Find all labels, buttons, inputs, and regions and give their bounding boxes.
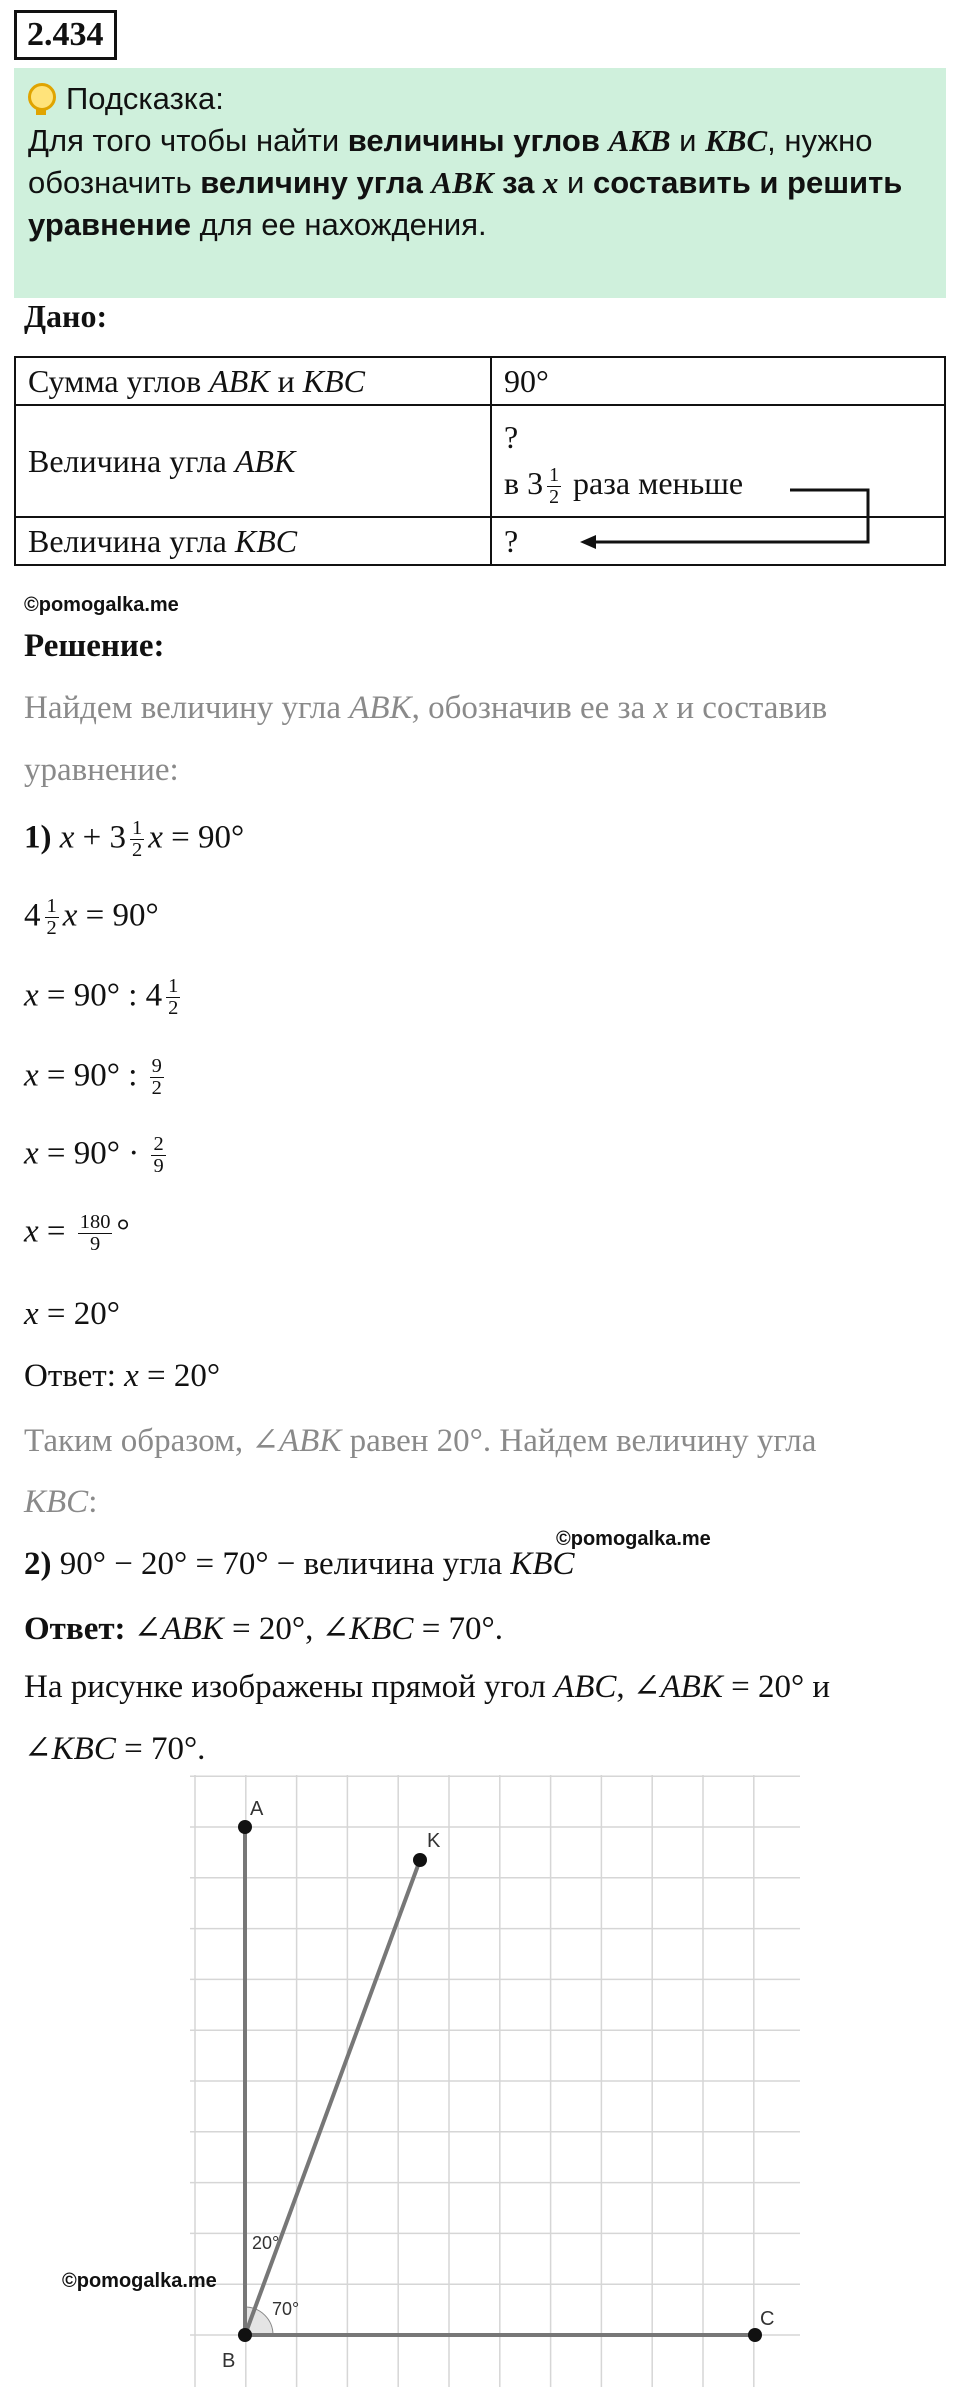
hint-text-part: для ее нахождения.	[191, 207, 487, 242]
cell-math: KBC	[234, 522, 298, 559]
frac-den: 2	[132, 839, 143, 862]
answer-label: Ответ:	[24, 1611, 126, 1647]
point-c	[748, 2328, 762, 2342]
frac-num: 1	[132, 817, 143, 839]
text: = 20°, ∠	[223, 1611, 350, 1647]
step-2	[24, 1546, 575, 1583]
solution-label: Решение:	[24, 628, 165, 664]
label-k: K	[427, 1830, 441, 1852]
text: 90° − 20° = 70° − величина угла	[51, 1546, 511, 1582]
text: , ∠	[616, 1669, 661, 1705]
cell-math: ABK	[234, 442, 296, 479]
math: x	[24, 1135, 39, 1172]
cell-text: и	[269, 362, 303, 399]
fraction	[166, 976, 180, 1020]
cell-question: ?	[504, 419, 519, 455]
text: = 90°	[162, 819, 245, 856]
equation-3	[24, 976, 184, 1020]
hint-bold: за	[493, 165, 543, 200]
hint-math-akb: AKB	[608, 123, 671, 158]
fraction	[130, 818, 144, 862]
hint-text-part: Для того чтобы найти	[28, 123, 348, 158]
angle-label-abk: 20°	[252, 2233, 280, 2253]
frac-num: 1	[549, 464, 560, 487]
frac-num: 180	[79, 1211, 111, 1233]
text: = 90° ·	[38, 1135, 148, 1172]
text: На рисунке изображены прямой угол	[24, 1669, 555, 1705]
hint-header	[28, 78, 932, 120]
math: ABK	[279, 1423, 342, 1459]
math: KBC	[51, 1731, 116, 1767]
angle-label-kbc: 70°	[272, 2299, 300, 2319]
given-cell-value: ?	[491, 517, 945, 565]
grid	[190, 1775, 800, 2387]
equation-7	[24, 1296, 120, 1333]
step-label: 2)	[24, 1546, 52, 1582]
math: x	[124, 1358, 139, 1394]
math: ABC	[554, 1669, 617, 1705]
hint-text-part: и	[558, 165, 593, 200]
math: x	[59, 819, 75, 856]
math: x	[24, 1213, 39, 1250]
text: = 90°	[77, 897, 159, 934]
frac-den: 9	[153, 1155, 164, 1178]
math: KBC	[24, 1484, 89, 1520]
hint-bold: величины углов	[347, 123, 609, 158]
intermediate-answer	[24, 1358, 220, 1395]
hint-math-kbc: KBC	[705, 123, 768, 158]
math: ABK	[349, 690, 412, 726]
cell-math: ABK	[209, 362, 270, 399]
transition-text	[24, 1420, 816, 1460]
given-row	[15, 357, 945, 405]
watermark: ©pomogalka.me	[62, 2270, 217, 2292]
point-k	[413, 1853, 427, 1867]
fraction	[45, 896, 59, 940]
cell-text: раза меньше	[565, 465, 744, 501]
watermark: ©pomogalka.me	[24, 594, 179, 616]
text: = 70°.	[413, 1611, 503, 1647]
hint-math-x: x	[542, 165, 559, 200]
text: °	[116, 1213, 130, 1250]
arrow-icon	[470, 460, 890, 550]
frac-num: 9	[151, 1055, 162, 1077]
frac-num: 2	[153, 1133, 164, 1155]
text: = 90° :	[38, 1057, 146, 1094]
fraction	[78, 1212, 113, 1256]
figure-description	[24, 1666, 830, 1706]
point-a	[238, 1820, 252, 1834]
math: ABK	[161, 1611, 224, 1647]
text: Найдем величину угла	[24, 690, 350, 726]
hint-math-abk: ABK	[431, 165, 494, 200]
lightbulb-icon	[28, 83, 56, 111]
text: = 20° и	[722, 1669, 831, 1705]
point-b	[238, 2328, 252, 2342]
fraction	[151, 1134, 165, 1178]
hint-text-part: и	[670, 123, 706, 158]
equation-1	[24, 818, 244, 862]
text: и составив	[668, 690, 828, 726]
given-cell-label	[15, 357, 491, 405]
frac-num: 1	[168, 975, 179, 997]
cell-math: KBC	[302, 362, 365, 399]
equation-2	[24, 896, 159, 940]
cell-text: Величина угла	[28, 442, 235, 479]
equation-6	[24, 1212, 130, 1256]
label-c: C	[760, 2308, 775, 2330]
math: x	[24, 1296, 39, 1332]
text: ∠	[24, 1731, 52, 1767]
text: + 3	[74, 819, 127, 856]
task-number: 2.434	[14, 10, 117, 60]
label-b: B	[222, 2350, 236, 2372]
given-cell-label	[15, 405, 491, 517]
watermark: ©pomogalka.me	[556, 1528, 711, 1550]
text: 4	[24, 897, 41, 934]
frac-den: 2	[168, 997, 179, 1020]
text: = 20°	[38, 1296, 120, 1332]
math: ABK	[660, 1669, 723, 1705]
math: x	[62, 897, 78, 934]
text: :	[88, 1484, 98, 1520]
frac-den: 2	[46, 917, 57, 940]
label-a: A	[250, 1798, 264, 1820]
text: Таким образом, ∠	[24, 1423, 279, 1459]
equation-4	[24, 1056, 168, 1100]
cell-text: Сумма углов	[28, 362, 210, 399]
cell-text: в 3	[504, 465, 544, 501]
text: = 90° : 4	[38, 977, 163, 1014]
text: =	[38, 1213, 74, 1250]
step-label: 1)	[24, 819, 52, 856]
math: x	[24, 977, 39, 1014]
math: x	[148, 819, 163, 856]
cell-text: Величина угла	[28, 522, 235, 559]
figure-description-2	[24, 1728, 205, 1768]
hint-text	[28, 120, 932, 246]
hint-bold: составить и решить уравнение	[28, 165, 903, 242]
equation-5	[24, 1134, 170, 1178]
math: KBC	[510, 1546, 575, 1582]
hint-text-part: , нужно обозначить	[28, 123, 873, 200]
math: x	[653, 690, 669, 726]
math: KBC	[349, 1611, 414, 1647]
text: Ответ:	[24, 1358, 125, 1394]
fraction	[150, 1056, 164, 1100]
solution-intro	[24, 690, 827, 727]
given-cell-label	[15, 517, 491, 565]
math: x	[24, 1057, 39, 1094]
ray-bk	[245, 1860, 420, 2335]
hint-bold: величину угла	[200, 165, 432, 200]
solution-intro-2: уравнение:	[24, 752, 179, 788]
hint-title: Подсказка:	[66, 81, 224, 116]
text: ∠	[125, 1611, 162, 1647]
frac-den: 2	[549, 486, 560, 509]
text: = 20°	[138, 1358, 221, 1394]
frac-num: 1	[46, 895, 57, 917]
angle-figure	[0, 1775, 960, 2387]
frac-den: 2	[151, 1077, 162, 1100]
final-answer	[24, 1608, 503, 1648]
text: , обозначив ее за	[411, 690, 654, 726]
frac-den: 9	[90, 1233, 101, 1256]
text: = 70°.	[115, 1731, 206, 1767]
transition-text-2	[24, 1484, 97, 1521]
text: равен 20°. Найдем величину угла	[341, 1423, 817, 1459]
given-cell-value: 90°	[491, 357, 945, 405]
given-label: Дано:	[24, 298, 108, 334]
hint-box	[14, 68, 946, 298]
